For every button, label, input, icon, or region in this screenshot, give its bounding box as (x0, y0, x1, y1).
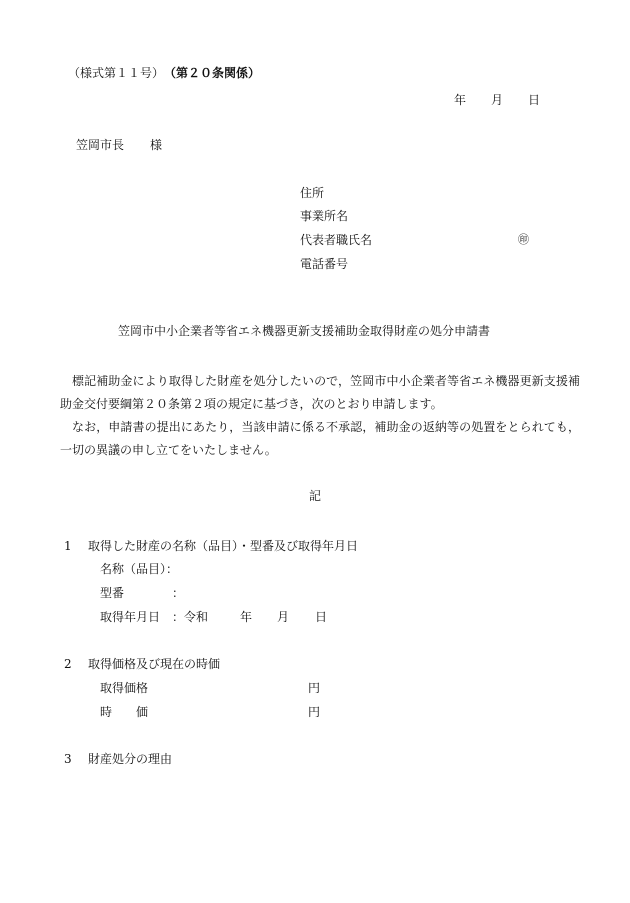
item1-heading: 取得した財産の名称（品目）・型番及び取得年月日 (88, 539, 359, 553)
date-year-label: 年 (454, 93, 467, 107)
representative-label: 代表者職氏名 (300, 233, 373, 247)
acquisition-date-era: ：令和 (172, 610, 209, 624)
acquisition-price-yen: 円 (308, 681, 321, 695)
model-number-label: 型番 (100, 586, 125, 600)
business-name-label: 事業所名 (300, 209, 349, 223)
ki-marker: 記 (309, 489, 322, 503)
acquisition-month-label: 月 (277, 610, 290, 624)
date-day-label: 日 (528, 93, 541, 107)
item2-number: 2 (64, 657, 72, 671)
item-name-label: 名称（品目）： (100, 562, 179, 576)
seal-mark: ㊞ (518, 233, 529, 246)
addressee-name: 笠岡市長 (76, 138, 125, 152)
addressee-honorific: 様 (150, 138, 163, 152)
document-title: 笠岡市中小企業者等省エネ機器更新支援補助金取得財産の処分申請書 (118, 324, 491, 338)
form-number: （様式第１１号） (68, 66, 165, 80)
current-value-char1: 時 (100, 705, 113, 719)
current-value-char2: 価 (136, 705, 149, 719)
current-value-yen: 円 (308, 705, 321, 719)
article-reference: （第２０条関係） (164, 66, 261, 80)
model-number-colon: ： (172, 586, 185, 600)
acquisition-price-label: 取得価格 (100, 681, 149, 695)
item3-heading: 財産処分の理由 (88, 752, 173, 766)
body-paragraph-2: なお，申請書の提出にあたり，当該申請に係る不承認，補助金の返納等の処置をとられても，一切の異議の申し立てをいたしません。 (60, 420, 580, 457)
phone-label: 電話番号 (300, 257, 349, 271)
item2-heading: 取得価格及び現在の時価 (88, 657, 221, 671)
body-paragraph-1: 標記補助金により取得した財産を処分したいので，笠岡市中小企業者等省エネ機器更新支援補助金交付要綱第２０条第２項の規定に基づき，次のとおり申請します。 (60, 374, 580, 411)
date-month-label: 月 (491, 93, 504, 107)
acquisition-day-label: 日 (315, 610, 328, 624)
acquisition-year-label: 年 (240, 610, 253, 624)
item1-number: 1 (64, 539, 72, 553)
address-label: 住所 (300, 186, 325, 200)
acquisition-date-label: 取得年月日 (100, 610, 161, 624)
item3-number: 3 (64, 752, 72, 766)
